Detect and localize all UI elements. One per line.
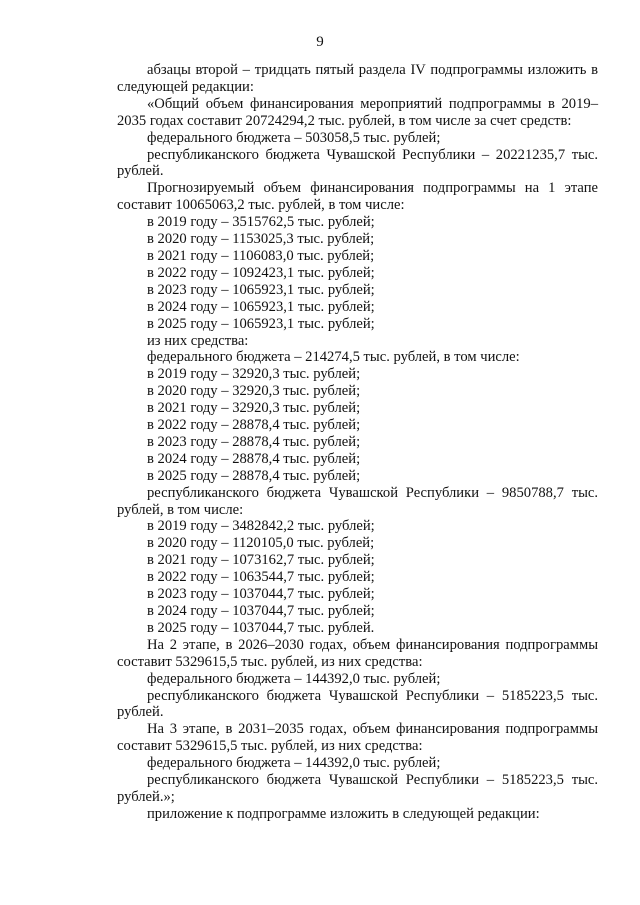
text-line: в 2021 году – 1073162,7 тыс. рублей;	[147, 552, 375, 569]
text-line: приложение к подпрограмме изложить в следующей редакции:	[147, 805, 540, 822]
paragraph: республиканского бюджета Чувашской Республики – 5185223,5 тыс. рублей.	[117, 687, 598, 721]
paragraph: На 2 этапе, в 2026–2030 годах, объем финансирования подпрограммы составит 5329615,5 тыс. рублей, из них средства:	[117, 636, 598, 670]
document-body	[117, 62, 598, 823]
text-line: в 2024 году – 1037044,7 тыс. рублей;	[147, 603, 375, 619]
text-line: в 2021 году – 32920,3 тыс. рублей;	[147, 400, 361, 417]
text-line: федерального бюджета – 144392,0 тыс. рублей;	[147, 670, 441, 687]
paragraph: республиканского бюджета Чувашской Республики – 5185223,5 тыс. рублей.»;	[117, 772, 598, 805]
text-line: в 2019 году – 3482842,2 тыс. рублей;	[147, 518, 375, 535]
paragraph: «Общий объем финансирования мероприятий подпрограммы в 2019–2035 годах составит 20724294,2 тыс. рублей, в том числе за счет средств:	[117, 95, 598, 129]
paragraph: республиканского бюджета Чувашской Республики – 9850788,7 тыс. рублей, в том числе:	[117, 484, 598, 518]
text-line: в 2023 году – 1065923,1 тыс. рублей;	[147, 281, 375, 298]
text-line: в 2020 году – 32920,3 тыс. рублей;	[147, 383, 361, 400]
text-line: в 2025 году – 1037044,7 тыс. рублей.	[147, 619, 375, 636]
text-line: в 2024 году – 28878,4 тыс. рублей;	[147, 450, 361, 467]
text-line: в 2022 году – 1092423,1 тыс. рублей;	[147, 264, 375, 281]
paragraph: республиканского бюджета Чувашской Республики – 20221235,7 тыс. рублей.	[117, 146, 598, 180]
text-line: в 2025 году – 28878,4 тыс. рублей;	[147, 467, 361, 484]
text-line: федерального бюджета – 503058,5 тыс. рублей;	[147, 129, 441, 146]
text-line: федерального бюджета – 144392,0 тыс. рублей;	[147, 755, 441, 772]
text-line: из них средства:	[147, 332, 249, 349]
text-line: в 2021 году – 1106083,0 тыс. рублей;	[147, 247, 375, 264]
text-line: в 2022 году – 1063544,7 тыс. рублей;	[147, 569, 375, 586]
text-line: в 2022 году – 28878,4 тыс. рублей;	[147, 417, 361, 434]
paragraph: Прогнозируемый объем финансирования подпрограммы на 1 этапе составит 10065063,2 тыс. рублей, в том числе:	[117, 180, 598, 214]
text-line: в 2019 году – 3515762,5 тыс. рублей;	[147, 214, 375, 231]
text-line: в 2019 году – 32920,3 тыс. рублей;	[147, 366, 361, 383]
paragraph: абзацы второй – тридцать пятый раздела IV подпрограммы изложить в следующей редакции:	[117, 62, 598, 95]
paragraph: На 3 этапе, в 2031–2035 годах, объем финансирования подпрограммы составит 5329615,5 тыс. рублей, из них средства:	[117, 721, 598, 755]
text-line: в 2025 году – 1065923,1 тыс. рублей;	[147, 315, 375, 332]
page-number: 9	[316, 34, 324, 50]
text-line: в 2024 году – 1065923,1 тыс. рублей;	[147, 298, 375, 315]
text-line: в 2020 году – 1120105,0 тыс. рублей;	[147, 535, 375, 552]
text-line: в 2023 году – 1037044,7 тыс. рублей;	[147, 586, 375, 603]
text-line: федерального бюджета – 214274,5 тыс. рублей, в том числе:	[147, 349, 520, 366]
text-line: в 2023 году – 28878,4 тыс. рублей;	[147, 433, 361, 450]
text-line: в 2020 году – 1153025,3 тыс. рублей;	[147, 231, 375, 248]
